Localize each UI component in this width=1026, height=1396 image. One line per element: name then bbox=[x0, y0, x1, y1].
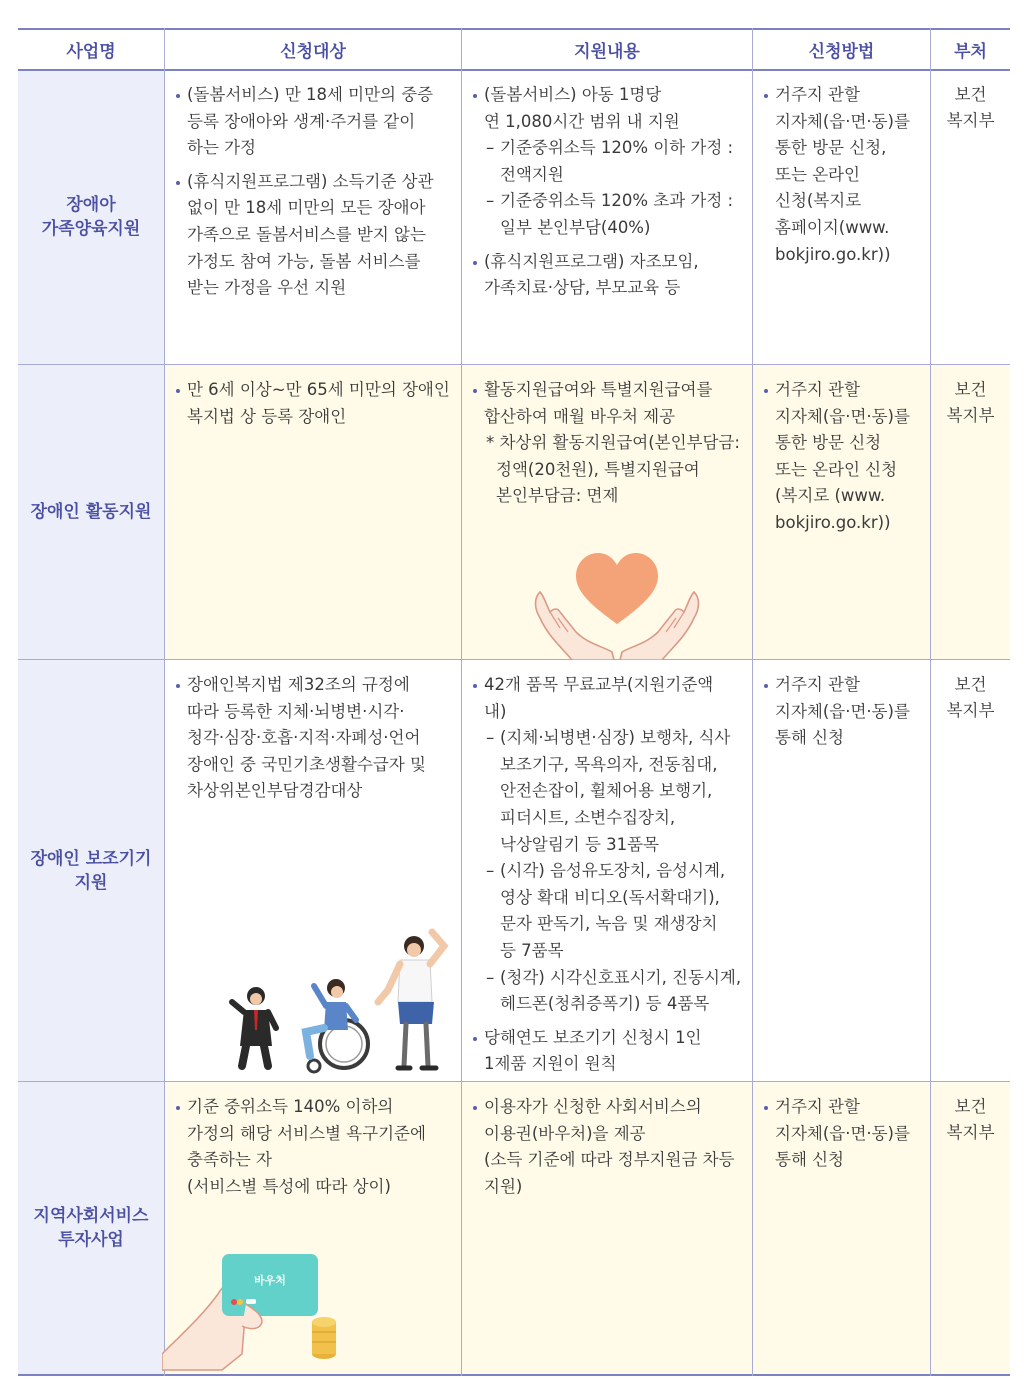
support-programs-table bbox=[18, 28, 1010, 1376]
ministry-cell bbox=[931, 70, 1010, 364]
bullet-item: 거주지 관할 bbox=[763, 1094, 920, 1121]
text-line: 일부 본인부담(40%) bbox=[500, 217, 651, 237]
text-line: * 차상위 활동지원급여(본인부담금: bbox=[486, 433, 740, 453]
row-divider bbox=[18, 364, 1010, 365]
heart-icon bbox=[576, 553, 658, 624]
coins-icon bbox=[312, 1317, 336, 1359]
ministry-name: 보건 복지부 bbox=[946, 1097, 995, 1142]
text-line: 없이 만 18세 미만의 모든 장애아 bbox=[187, 198, 426, 218]
ministry-cell bbox=[931, 1082, 1010, 1374]
support-content-cell bbox=[462, 660, 752, 1081]
text-line: 통한 방문 신청 bbox=[775, 433, 882, 453]
text-line: 가족으로 돌봄서비스를 받지 않는 bbox=[187, 224, 426, 244]
bullet-item: 거주지 관할 bbox=[763, 672, 920, 699]
text-line: 안전손잡이, 휠체어용 보행기, bbox=[500, 781, 713, 801]
ministry-name: 보건 복지부 bbox=[946, 380, 995, 425]
bullet-item: 거주지 관할 bbox=[763, 377, 920, 404]
text-line: 충족하는 자 bbox=[187, 1150, 272, 1170]
header-eligibility: 신청대상 bbox=[165, 28, 461, 70]
header-bottom-border bbox=[18, 69, 1010, 71]
text-line: 보조기구, 목욕의자, 전동침대, bbox=[500, 754, 718, 774]
bullet-item: 당해연도 보조기기 신청시 1인 bbox=[472, 1025, 742, 1052]
bullet-item: 장애인복지법 제32조의 규정에 bbox=[175, 672, 451, 699]
text-line: 또는 온라인 신청 bbox=[775, 459, 898, 479]
text-line: 복지법 상 등록 장애인 bbox=[187, 406, 347, 426]
text-line: 하는 가정 bbox=[187, 138, 257, 158]
bullet-item: (휴식지원프로그램) 자조모임, bbox=[472, 249, 742, 276]
text-line: 가정도 참여 가능, 돌봄 서비스를 bbox=[187, 251, 421, 271]
header-support-content: 지원내용 bbox=[462, 28, 752, 70]
text-line: 전액지원 bbox=[500, 164, 564, 184]
line-gap bbox=[472, 242, 742, 249]
text-line: (소득 기준에 따라 정부지원금 차등 bbox=[484, 1150, 735, 1170]
ministry-cell bbox=[931, 365, 1010, 659]
voucher-card-hand-illustration bbox=[162, 1244, 352, 1374]
bullet-item: 42개 품목 무료교부(지원기준액 bbox=[472, 672, 742, 699]
text-line: 지자체(읍·면·동)를 bbox=[775, 111, 910, 131]
column-divider bbox=[461, 28, 462, 1376]
line-gap bbox=[175, 162, 451, 169]
application-method-cell bbox=[753, 365, 930, 659]
bullet-item: 활동지원급여와 특별지원급여를 bbox=[472, 377, 742, 404]
column-divider bbox=[930, 28, 931, 1376]
text-line: 통해 신청 bbox=[775, 1150, 845, 1170]
program-name-cell bbox=[18, 70, 164, 364]
dash-item: – 기준중위소득 120% 초과 가정 : bbox=[472, 188, 742, 215]
application-method-cell bbox=[753, 1082, 930, 1374]
text-line: 피더시트, 소변수집장치, bbox=[500, 807, 676, 827]
text-line: 내) bbox=[484, 701, 507, 721]
table-bottom-border bbox=[18, 1374, 1010, 1376]
support-content-cell bbox=[462, 70, 752, 364]
text-line: 가족치료·상담, 부모교육 등 bbox=[484, 278, 681, 298]
program-name: 지역사회서비스 투자사업 bbox=[33, 1206, 149, 1250]
text-line: 가정의 해당 서비스별 욕구기준에 bbox=[187, 1123, 426, 1143]
dash-item: – 기준중위소득 120% 이하 가정 : bbox=[472, 135, 742, 162]
bullet-item: 이용자가 신청한 사회서비스의 bbox=[472, 1094, 742, 1121]
ministry-cell bbox=[931, 660, 1010, 1081]
row-divider bbox=[18, 659, 1010, 660]
program-name: 장애인 활동지원 bbox=[30, 502, 152, 522]
eligibility-cell bbox=[165, 70, 461, 364]
text-line: 홈페이지(www. bbox=[775, 217, 890, 237]
column-divider bbox=[752, 28, 753, 1376]
text-line: 차상위본인부담경감대상 bbox=[187, 781, 363, 801]
text-line: 영상 확대 비디오(독서확대기), bbox=[500, 887, 720, 907]
bullet-item: (돌봄서비스) 만 18세 미만의 중증 bbox=[175, 82, 451, 109]
text-line: 받는 가정을 우선 지원 bbox=[187, 278, 347, 298]
header-application-method: 신청방법 bbox=[753, 28, 930, 70]
application-method-cell bbox=[753, 660, 930, 1081]
column-divider bbox=[164, 28, 165, 1376]
people-with-disabilities-illustration bbox=[218, 906, 454, 1076]
eligibility-cell bbox=[165, 365, 461, 659]
text-line: 합산하여 매월 바우처 제공 bbox=[484, 406, 676, 426]
text-line: 신청(복지로 bbox=[775, 191, 862, 211]
text-line: 청각·심장·호흡·지적·자폐성·언어 bbox=[187, 728, 421, 748]
text-line: 지자체(읍·면·동)를 bbox=[775, 701, 910, 721]
voucher-card-label: 바우처 bbox=[254, 1274, 286, 1287]
text-line: 이용권(바우처)을 제공 bbox=[484, 1123, 646, 1143]
wheelchair-user-icon bbox=[306, 979, 368, 1072]
dash-item: – (청각) 시각신호표시기, 진동시계, bbox=[472, 965, 742, 992]
bullet-item: 거주지 관할 bbox=[763, 82, 920, 109]
ministry-name: 보건 복지부 bbox=[946, 675, 995, 720]
text-line: 정액(20천원), 특별지원급여 bbox=[496, 459, 700, 479]
text-line: 낙상알림기 등 31품목 bbox=[500, 834, 659, 854]
text-line: 등록 장애아와 생계·주거를 같이 bbox=[187, 111, 416, 131]
bullet-item: 기준 중위소득 140% 이하의 bbox=[175, 1094, 451, 1121]
ministry-name: 보건 복지부 bbox=[946, 85, 995, 130]
person-suit-icon bbox=[232, 987, 276, 1066]
header-program-name: 사업명 bbox=[18, 28, 164, 70]
text-line: 연 1,080시간 범위 내 지원 bbox=[484, 111, 680, 131]
text-line: 헤드폰(청취증폭기) 등 4품목 bbox=[500, 994, 710, 1014]
bullet-item: (휴식지원프로그램) 소득기준 상관 bbox=[175, 169, 451, 196]
row-divider bbox=[18, 1081, 1010, 1082]
line-gap bbox=[472, 1018, 742, 1025]
text-line: (서비스별 특성에 따라 상이) bbox=[187, 1176, 391, 1196]
text-line: (복지로 (www. bbox=[775, 486, 886, 506]
application-method-cell bbox=[753, 70, 930, 364]
text-line: 1제품 지원이 원칙 bbox=[484, 1054, 617, 1074]
text-line: 지자체(읍·면·동)를 bbox=[775, 406, 910, 426]
text-line: 통한 방문 신청, bbox=[775, 138, 887, 158]
program-name-cell bbox=[18, 365, 164, 659]
dash-item: – (시각) 음성유도장치, 음성시계, bbox=[472, 858, 742, 885]
text-line: 등 7품목 bbox=[500, 940, 564, 960]
program-name: 장애인 보조기기 지원 bbox=[30, 848, 152, 893]
text-line: 통해 신청 bbox=[775, 728, 845, 748]
text-line: 장애인 중 국민기초생활수급자 및 bbox=[187, 754, 426, 774]
program-name-cell bbox=[18, 1082, 164, 1374]
text-line: bokjiro.go.kr)) bbox=[775, 512, 891, 532]
table-top-border bbox=[18, 28, 1010, 30]
program-name: 장애아 가족양육지원 bbox=[41, 195, 141, 239]
text-line: 본인부담금: 면제 bbox=[496, 486, 619, 506]
heart-hands-illustration bbox=[532, 548, 702, 660]
header-ministry: 부처 bbox=[931, 28, 1010, 70]
dash-item: – (지체·뇌병변·심장) 보행차, 식사 bbox=[472, 725, 742, 752]
athlete-prosthetic-icon bbox=[378, 932, 444, 1068]
text-line: 지자체(읍·면·동)를 bbox=[775, 1123, 910, 1143]
support-content-cell bbox=[462, 1082, 752, 1374]
text-line: 또는 온라인 bbox=[775, 164, 860, 184]
text-line: bokjiro.go.kr)) bbox=[775, 244, 891, 264]
bullet-item: 만 6세 이상~만 65세 미만의 장애인 bbox=[175, 377, 451, 404]
text-line: 따라 등록한 지체·뇌병변·시각· bbox=[187, 701, 405, 721]
program-name-cell bbox=[18, 660, 164, 1081]
bullet-item: (돌봄서비스) 아동 1명당 bbox=[472, 82, 742, 109]
text-line: 문자 판독기, 녹음 및 재생장치 bbox=[500, 914, 718, 934]
text-line: 지원) bbox=[484, 1176, 523, 1196]
